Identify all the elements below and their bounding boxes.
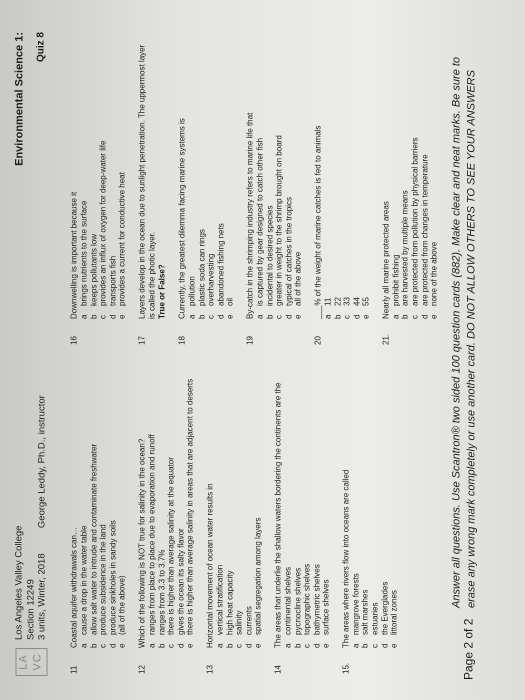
- option-text: 55: [361, 297, 371, 306]
- option-text: abandoned fishing nets: [216, 223, 226, 306]
- answer-option: [225, 369, 235, 648]
- question-body: [381, 40, 439, 319]
- quiz-label: Quiz 8: [35, 32, 47, 63]
- option-text: are protected from changes in temperature: [420, 154, 430, 306]
- college-name: Los Angeles Valley College: [13, 525, 25, 640]
- option-letter: a: [215, 643, 225, 648]
- answer-option: [244, 369, 254, 648]
- question-stem: Coastal aquifer withdrawals can…: [69, 527, 79, 648]
- answer-option: [147, 369, 157, 648]
- option-letter: c: [234, 644, 244, 648]
- answer-option: [352, 40, 362, 319]
- answer-option: [176, 369, 186, 648]
- option-letter: d: [216, 314, 226, 319]
- answer-option: [294, 40, 304, 319]
- question: [205, 369, 263, 674]
- answer-option: [401, 40, 411, 319]
- option-letter: d: [108, 314, 118, 319]
- instructor: George Leddy, Ph.D., instructor: [36, 395, 48, 529]
- option-text: mangrove forests: [351, 573, 361, 635]
- option-letter: e: [389, 643, 399, 648]
- course-title: Environmental Science 1:: [13, 32, 26, 166]
- option-text: there is higher than average salinity at the equator: [166, 457, 176, 635]
- option-letter: c: [302, 644, 312, 648]
- option-letter: c: [342, 315, 352, 319]
- answer-option: [186, 369, 196, 648]
- answer-option: [197, 40, 207, 319]
- question: [177, 40, 235, 345]
- question-number: 19: [245, 336, 255, 345]
- question-body: [70, 40, 128, 319]
- units-term: 3 units, Winter, 2018: [36, 553, 48, 640]
- option-text: produce sinkholes in sandy soils: [108, 520, 118, 635]
- college-logo: LA VC: [16, 648, 48, 676]
- option-letter: c: [410, 315, 420, 319]
- option-letter: b: [157, 643, 167, 648]
- question-stem: Nearly all marine protected areas: [381, 201, 391, 319]
- question-body: [245, 40, 303, 319]
- option-text: vertical stratification: [215, 564, 225, 635]
- option-text: provides a current for conductive heat: [117, 172, 127, 306]
- option-letter: e: [225, 314, 235, 319]
- question-number: 15.: [341, 662, 351, 674]
- answer-option: [322, 369, 332, 648]
- option-letter: a: [187, 314, 197, 319]
- option-letter: b: [400, 314, 410, 319]
- option-text: continental shelves: [283, 566, 293, 635]
- option-letter: e: [361, 314, 371, 319]
- question-stem: Downwelling is important because it: [69, 191, 79, 319]
- question-stem: By-catch in the shrimping industry refers to marine life that: [245, 112, 255, 319]
- option-letter: e: [117, 314, 127, 319]
- answer-option: [343, 40, 353, 319]
- question-number: 11: [69, 665, 79, 674]
- option-text: are harvested by multiple means: [400, 190, 410, 306]
- option-text: provides an influx of oxygen for deep-water life: [98, 140, 108, 306]
- answer-option: [303, 369, 313, 648]
- question-stem: ___% of the weight of marine catches is fed to animals: [313, 125, 323, 319]
- option-letter: e: [293, 314, 303, 319]
- question-stem-emphasis: True or False?: [157, 264, 167, 319]
- option-text: 11: [323, 297, 333, 306]
- answer-option: [89, 369, 99, 648]
- option-text: pycnocline shelves: [293, 567, 302, 635]
- answer-option: [80, 40, 90, 319]
- option-letter: b: [333, 314, 342, 319]
- answer-option: [380, 369, 390, 648]
- option-letter: d: [108, 643, 118, 648]
- question-number: 12: [137, 665, 147, 674]
- option-letter: a: [391, 314, 401, 319]
- option-text: 22: [333, 297, 342, 306]
- option-text: surface shelves: [321, 579, 331, 635]
- question-number: 20: [313, 336, 323, 345]
- option-text: brings nutrients to the surface: [79, 200, 89, 306]
- answer-option: [167, 369, 177, 648]
- option-text: oil: [225, 297, 235, 306]
- option-text: currents: [244, 606, 254, 635]
- option-letter: b: [225, 643, 235, 648]
- answer-option: [293, 369, 303, 648]
- option-text: prohibit fishing: [391, 254, 401, 306]
- option-text: typical of catches in the tropics: [284, 197, 294, 306]
- option-letter: a: [79, 643, 89, 648]
- option-letter: c: [166, 644, 176, 648]
- question-stem: Layers develop in the ocean due to sunlight penetration. The uppermost layer is called the photic layer.: [137, 44, 157, 319]
- option-text: none of the above: [429, 241, 439, 306]
- question-number: 14: [273, 665, 283, 674]
- answer-option: [216, 40, 226, 319]
- answer-option: [108, 40, 118, 319]
- option-letter: b: [89, 643, 99, 648]
- question: [70, 369, 128, 674]
- section-number: Section 12249: [25, 579, 36, 640]
- option-letter: e: [185, 643, 195, 648]
- question-body: [273, 369, 331, 648]
- answer-option: [351, 369, 361, 648]
- answer-option: [80, 369, 90, 648]
- option-text: 44: [352, 297, 362, 306]
- question: [245, 40, 303, 345]
- answer-option: [430, 40, 440, 319]
- header-right: [14, 32, 47, 166]
- question-body: [177, 40, 235, 319]
- question-stem: Which of the following is NOT true for salinity in the ocean?: [137, 438, 147, 648]
- option-text: greater in weight to the shrimp brought on board: [274, 135, 284, 306]
- option-text: ranges from 3.3 to 3.7%: [157, 549, 167, 635]
- questions-left-column: [70, 369, 410, 674]
- option-letter: d: [244, 643, 254, 648]
- question-body: [137, 40, 167, 319]
- answer-option: [89, 40, 99, 319]
- option-text: high heat capacity: [225, 570, 235, 635]
- option-letter: c: [370, 644, 380, 648]
- question: [313, 40, 371, 345]
- answer-option: [99, 40, 109, 319]
- option-letter: c: [98, 644, 108, 648]
- option-text: cause a drop in the water table: [79, 525, 89, 635]
- option-letter: a: [323, 314, 333, 319]
- option-letter: b: [89, 314, 99, 319]
- option-text: are protected from pollution by physical barriers: [410, 137, 420, 306]
- option-text: salt marshes: [360, 589, 370, 635]
- question: [137, 40, 167, 345]
- option-letter: e: [117, 643, 127, 648]
- answer-option: [390, 369, 400, 648]
- answer-option: [391, 40, 401, 319]
- option-text: spatial segregation among layers: [253, 517, 263, 635]
- question-number: 17: [137, 336, 147, 345]
- option-text: incidental to desired species: [265, 205, 275, 306]
- answer-option: [265, 40, 275, 319]
- question-stem: Currently, the greatest dilemma facing marine systems is: [177, 118, 187, 319]
- option-letter: a: [283, 643, 293, 648]
- question-body: [313, 40, 371, 319]
- answer-option: [118, 40, 128, 319]
- option-text: gives the ocean its salty flavor: [176, 528, 186, 635]
- option-letter: c: [274, 315, 284, 319]
- option-letter: e: [429, 314, 439, 319]
- option-text: transports fish: [108, 255, 118, 306]
- option-letter: d: [284, 314, 294, 319]
- answer-option: [420, 40, 430, 319]
- question-number: 18: [177, 336, 187, 345]
- option-text: is captured by gear designed to catch other fish: [255, 137, 265, 306]
- answer-option: [207, 40, 217, 319]
- question: [341, 369, 399, 674]
- answer-option: [275, 40, 285, 319]
- question-number: 13: [205, 665, 215, 674]
- question: [70, 40, 128, 345]
- question-body: [70, 369, 128, 648]
- option-letter: b: [360, 643, 370, 648]
- option-letter: a: [351, 643, 361, 648]
- answer-option: [235, 369, 245, 648]
- question-number: 16: [69, 336, 79, 345]
- answer-option: [371, 369, 381, 648]
- answer-option: [255, 40, 265, 319]
- option-letter: a: [79, 314, 89, 319]
- question: [137, 369, 195, 674]
- answer-option: [226, 40, 236, 319]
- answer-option: [312, 369, 322, 648]
- option-letter: a: [255, 314, 265, 319]
- question-stem: The areas where rivers flow into oceans are called: [341, 469, 351, 648]
- option-text: allow salt water to intrude and contaminate freshwater: [89, 443, 99, 635]
- option-letter: b: [265, 314, 275, 319]
- option-letter: d: [312, 643, 322, 648]
- answer-option: [215, 369, 225, 648]
- answer-option: [187, 40, 197, 319]
- answer-option: [108, 369, 118, 648]
- option-text: there is higher than average salinity in areas that are adjacent to deserts: [185, 378, 195, 635]
- option-text: all of the above: [293, 251, 303, 306]
- option-letter: a: [147, 643, 157, 648]
- answer-option: [333, 40, 343, 319]
- option-text: estuaries: [370, 602, 380, 635]
- answer-option: [284, 40, 294, 319]
- answer-option: [283, 369, 293, 648]
- option-letter: b: [293, 643, 302, 648]
- question-body: [341, 369, 399, 648]
- question-stem: The areas that underlie the shallow waters bordering the continents are the: [273, 382, 283, 648]
- option-text: pollution: [187, 276, 197, 306]
- option-letter: c: [98, 315, 108, 319]
- answer-option: [361, 369, 371, 648]
- answer-option: [254, 369, 264, 648]
- quiz-page: [10, 20, 515, 680]
- question: [273, 369, 331, 674]
- option-letter: e: [253, 643, 263, 648]
- answer-option: [362, 40, 372, 319]
- option-text: 33: [342, 297, 352, 306]
- option-letter: d: [176, 643, 186, 648]
- answer-option: [411, 40, 421, 319]
- question: [381, 40, 439, 345]
- option-text: bathymetric shelves: [312, 564, 322, 635]
- header-info: [14, 395, 49, 640]
- answer-option: [323, 40, 333, 319]
- answer-option: [99, 369, 109, 648]
- question-body: [137, 369, 195, 648]
- option-letter: d: [380, 643, 390, 648]
- questions-right-column: [70, 40, 450, 345]
- option-text: overharvesting: [206, 253, 216, 306]
- question-number: 21.: [381, 333, 391, 345]
- answer-option: [118, 369, 128, 648]
- option-text: the Everglades: [380, 581, 390, 635]
- option-letter: d: [420, 314, 430, 319]
- option-text: keeps pollutants low: [89, 233, 99, 306]
- option-letter: d: [352, 314, 362, 319]
- question-body: [205, 369, 263, 648]
- option-letter: b: [197, 314, 207, 319]
- option-text: littoral zones: [389, 590, 399, 635]
- option-text: produce subsidence in the land: [98, 524, 108, 635]
- page-number: Page 2 of 2: [461, 618, 476, 680]
- option-letter: c: [206, 315, 216, 319]
- option-letter: e: [321, 643, 331, 648]
- option-text: plastic soda can rings: [197, 229, 207, 306]
- question-stem: Horizontal movement of ocean water results in: [205, 483, 215, 648]
- instructions: Answer all questions. Use Scantron® two sided 100 question cards (882). Make clear and neat marks. Be sure to erase any wrong mark completely or use another card. DO NOT ALLOW OTHERS TO SEE YOUR ANSWERS: [450, 56, 478, 608]
- option-text: topographic shelves: [302, 563, 312, 635]
- answer-option: [157, 369, 167, 648]
- option-text: ranges from place to place due to evaporation and runoff: [147, 434, 157, 635]
- option-text: salinity: [234, 610, 244, 635]
- option-text: (all of the above): [117, 575, 127, 635]
